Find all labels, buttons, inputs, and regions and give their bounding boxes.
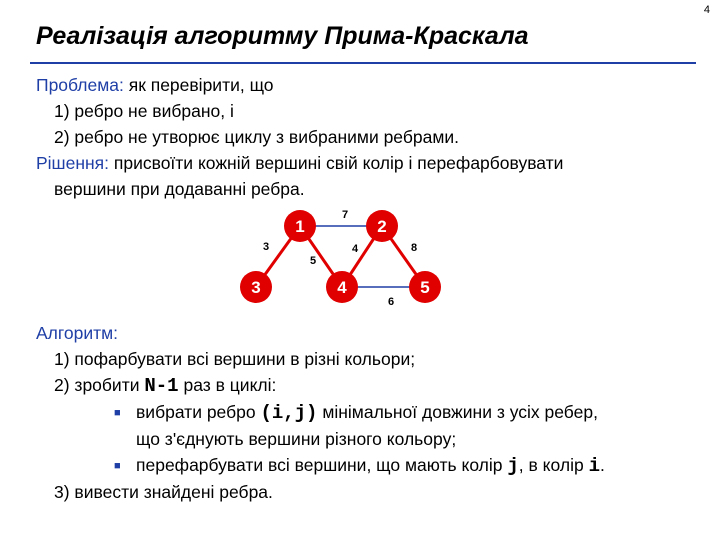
vertex-1 bbox=[284, 210, 316, 242]
sub1-code: (i,j) bbox=[260, 402, 318, 424]
problem-text: як перевірити, що bbox=[123, 75, 274, 95]
algorithm-step-3: 3) вивести знайдені ребра. bbox=[54, 482, 273, 502]
vertex-label: 5 bbox=[420, 278, 430, 297]
vertex-2 bbox=[366, 210, 398, 242]
step2-tail: раз в циклі: bbox=[178, 375, 277, 395]
vertex-label: 2 bbox=[377, 217, 387, 236]
problem-item-1: 1) ребро не вибрано, і bbox=[54, 101, 234, 121]
sub-step-1 bbox=[36, 399, 605, 426]
edge-weight-v1-v3: 3 bbox=[262, 241, 270, 253]
slide-title: Реалізація алгоритму Прима-Краскала bbox=[36, 22, 529, 50]
vertex-5 bbox=[409, 271, 441, 303]
edge-weight-v2-v5: 8 bbox=[410, 242, 418, 254]
vertex-4 bbox=[326, 271, 358, 303]
sub1-tail: мінімальної довжини з усіх ребер, bbox=[317, 402, 598, 422]
sub1-text: вибрати ребро bbox=[136, 402, 261, 422]
sub2-text: перефарбувати всі вершини, що мають колір bbox=[136, 455, 508, 475]
vertex-label: 1 bbox=[295, 217, 305, 236]
algorithm-label: Алгоритм: bbox=[36, 323, 119, 343]
algorithm-block bbox=[36, 320, 605, 505]
vertex-label: 3 bbox=[251, 278, 261, 297]
sub2-code-j: j bbox=[507, 455, 519, 477]
step2-text: 2) зробити bbox=[54, 375, 145, 395]
edge-weight-v1-v2: 7 bbox=[341, 209, 349, 221]
algorithm-step-1: 1) пофарбувати всі вершини в різні кольори; bbox=[54, 349, 416, 369]
algorithm-step-2 bbox=[36, 372, 605, 399]
edge-weight-v4-v5: 6 bbox=[387, 296, 395, 308]
sub2-mid: , в колір bbox=[518, 455, 589, 475]
page-number: 4 bbox=[703, 4, 710, 16]
solution-text-2: вершини при додаванні ребра. bbox=[54, 179, 305, 199]
sub2-tail: . bbox=[599, 455, 605, 475]
solution-label: Рішення: bbox=[36, 153, 109, 173]
sub-step-1-line-2: що з'єднують вершини різного кольору; bbox=[136, 429, 457, 449]
square-bullet-icon: ■ bbox=[114, 407, 121, 419]
square-bullet-icon: ■ bbox=[114, 460, 121, 472]
sub-step-2 bbox=[36, 452, 605, 479]
vertex-3 bbox=[240, 271, 272, 303]
edge-weight-v1-v4: 5 bbox=[309, 255, 317, 267]
vertex-label: 4 bbox=[337, 278, 347, 297]
problem-label: Проблема: bbox=[36, 75, 124, 95]
sub2-code-i: i bbox=[588, 455, 600, 477]
edge-weight-v2-v4: 4 bbox=[351, 243, 359, 255]
solution-text-1: присвоїти кожній вершині свій колір і перефарбовувати bbox=[109, 153, 564, 173]
problem-item-2: 2) ребро не утворює циклу з вибраними ребрами. bbox=[54, 127, 460, 147]
step2-code: N-1 bbox=[144, 375, 179, 397]
